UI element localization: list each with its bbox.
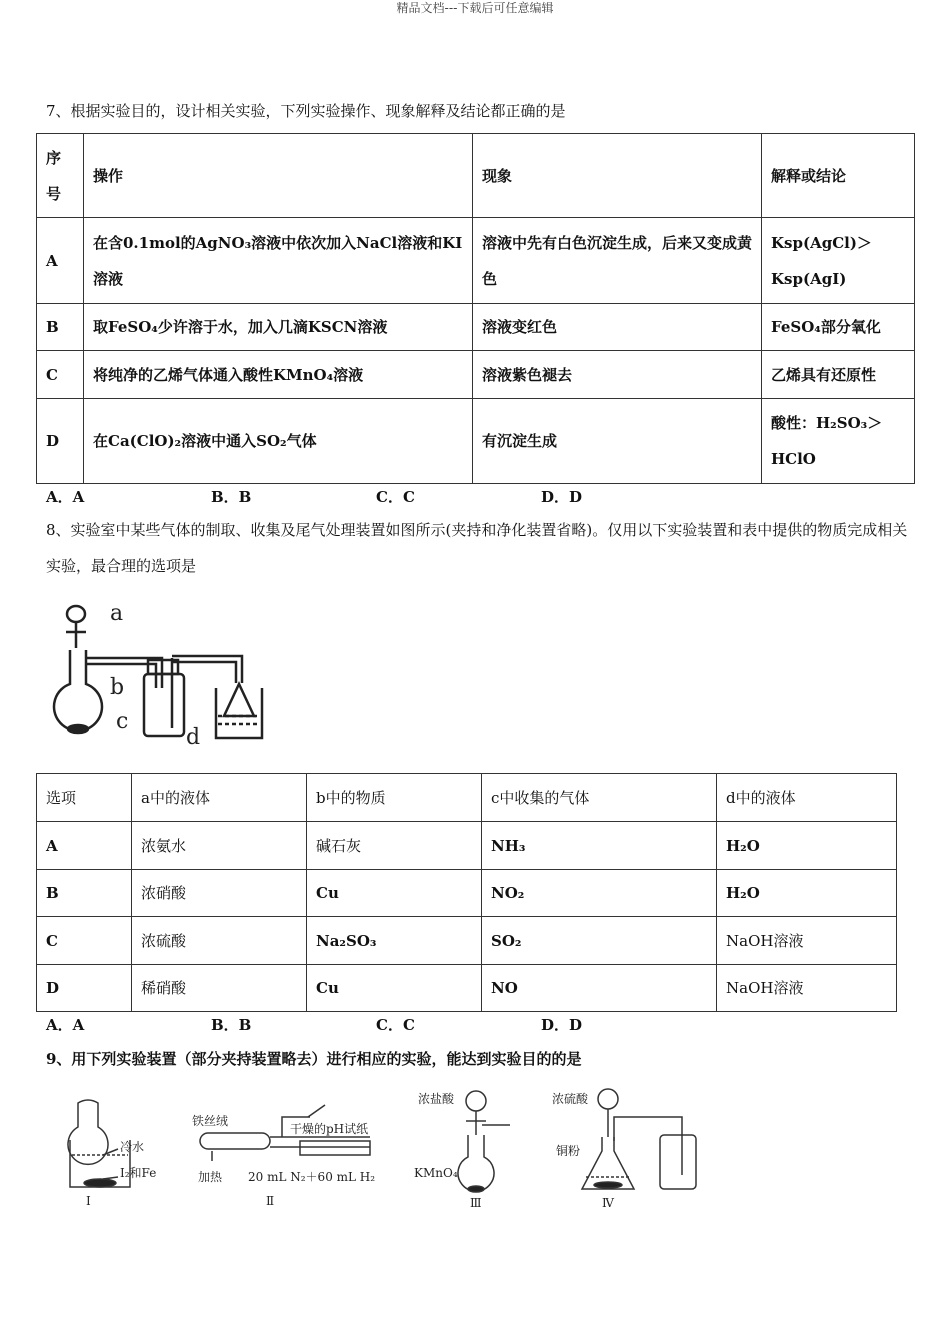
q7-stem: 7、根据实验目的，设计相关实验，下列实验操作、现象解释及结论都正确的是 [46,102,566,120]
q8-header-d: d中的液体 [717,774,897,822]
q8-option-d[interactable]: D．D [541,1016,583,1034]
q9-fig1-label-cold-water: 冷水 [120,1140,145,1154]
table-row [37,399,915,484]
q9-figure-3 [410,1085,530,1215]
q7-row-b-id: B [37,304,84,351]
q8-row-b-absorber: H₂O [717,870,897,917]
q7-row-d-concl: 酸性：H₂SO₃＞HClO [762,399,915,484]
q8-fig-label-b: b [110,675,125,700]
q8-fig-label-a: a [110,601,124,626]
q8-row-b-id: B [37,870,132,917]
table-row [37,917,897,965]
table-row [37,134,915,218]
q9-figure-2 [190,1095,400,1215]
q7-row-a-phen: 溶液中先有白色沉淀生成，后来又变成黄色 [473,218,762,304]
q7-option-b[interactable]: B．B [211,488,252,506]
q9-fig3-label-kmno4: KMnO₄ [414,1166,458,1180]
q8-row-d-substance: Cu [307,965,482,1012]
q8-options [46,1015,706,1035]
page-header-watermark: 精品文档---下载后可任意编辑 [396,1,554,15]
q8-row-c-liquid: 浓硫酸 [132,917,307,965]
q7-row-c-op: 将纯净的乙烯气体通入酸性KMnO₄溶液 [84,351,473,399]
q8-header-option: 选项 [37,774,132,822]
q8-header-b: b中的物质 [307,774,482,822]
q8-row-a-liquid: 浓氨水 [132,822,307,870]
q8-row-b-liquid: 浓硝酸 [132,870,307,917]
q8-row-c-substance: Na₂SO₃ [307,917,482,965]
q8-row-d-liquid: 稀硝酸 [132,965,307,1012]
q7-option-a[interactable]: A．A [46,488,85,506]
table-row [37,870,897,917]
q7-row-b-concl: FeSO₄部分氧化 [762,304,915,351]
q9-fig1-label-i2-fe: I₂和Fe [120,1166,157,1180]
q8-row-c-id: C [37,917,132,965]
q8-table [36,773,897,1012]
q9-fig2-number: Ⅱ [266,1194,275,1208]
q8-row-d-gas: NO [482,965,717,1012]
q8-row-a-gas: NH₃ [482,822,717,870]
q8-apparatus-figure [52,598,282,748]
q8-fig-label-c: c [116,709,129,734]
q9-fig2-label-heat: 加热 [198,1170,223,1184]
table-row [37,218,915,304]
table-row [37,774,897,822]
q7-option-c[interactable]: C．C [376,488,415,506]
q7-row-c-concl: 乙烯具有还原性 [762,351,915,399]
table-row [37,351,915,399]
q8-row-c-gas: SO₂ [482,917,717,965]
q8-row-d-id: D [37,965,132,1012]
q8-row-a-absorber: H₂O [717,822,897,870]
q9-stem: 9、用下列实验装置（部分夹持装置略去）进行相应的实验，能达到实验目的的是 [46,1050,582,1068]
q8-header-a: a中的液体 [132,774,307,822]
q7-header-id: 序号 [37,134,84,218]
q7-option-d[interactable]: D．D [541,488,583,506]
q7-options [46,487,706,507]
q8-row-d-absorber: NaOH溶液 [717,965,897,1012]
q9-fig2-label-gases: 20 mL N₂＋60 mL H₂ [248,1170,376,1184]
q7-row-a-id: A [37,218,84,304]
q7-header-op: 操作 [84,134,473,218]
q8-row-c-absorber: NaOH溶液 [717,917,897,965]
table-row [37,822,897,870]
q9-fig4-number: Ⅳ [602,1196,614,1210]
q7-header-concl: 解释或结论 [762,134,915,218]
table-row [37,304,915,351]
q9-fig4-label-copper: 铜粉 [556,1144,581,1158]
q7-row-d-op: 在Ca(ClO)₂溶液中通入SO₂气体 [84,399,473,484]
q9-fig2-label-ph-paper: 干燥的pH试纸 [290,1122,369,1136]
q9-figure-4 [550,1085,720,1215]
q7-header-phen: 现象 [473,134,762,218]
q9-figure-1 [58,1095,178,1215]
q9-fig3-number: Ⅲ [470,1196,482,1210]
q9-fig1-number: Ⅰ [86,1194,91,1208]
q9-fig2-label-iron-wool: 铁丝绒 [192,1114,229,1128]
q7-table [36,133,915,484]
q7-row-a-concl: Ksp(AgCl)＞Ksp(AgI) [762,218,915,304]
q8-row-b-substance: Cu [307,870,482,917]
q8-header-c: c中收集的气体 [482,774,717,822]
q8-option-b[interactable]: B．B [211,1016,252,1034]
q7-row-b-op: 取FeSO₄少许溶于水，加入几滴KSCN溶液 [84,304,473,351]
q7-row-a-op: 在含0.1mol的AgNO₃溶液中依次加入NaCl溶液和KI溶液 [84,218,473,304]
q7-row-d-phen: 有沉淀生成 [473,399,762,484]
q8-stem: 8、实验室中某些气体的制取、收集及尾气处理装置如图所示(夹持和净化装置省略)。仅用以下实验装置和表中提供的物质完成相关实验，最合理的选项是 [46,521,908,575]
table-row [37,965,897,1012]
q8-option-a[interactable]: A．A [46,1016,85,1034]
q7-row-c-id: C [37,351,84,399]
q8-row-a-substance: 碱石灰 [307,822,482,870]
q8-row-a-id: A [37,822,132,870]
q7-row-d-id: D [37,399,84,484]
q9-fig3-label-hcl: 浓盐酸 [418,1092,455,1106]
q7-row-b-phen: 溶液变红色 [473,304,762,351]
q8-option-c[interactable]: C．C [376,1016,415,1034]
q8-fig-label-d: d [186,725,201,748]
q9-fig4-label-h2so4: 浓硫酸 [552,1092,589,1106]
q7-row-c-phen: 溶液紫色褪去 [473,351,762,399]
q8-row-b-gas: NO₂ [482,870,717,917]
